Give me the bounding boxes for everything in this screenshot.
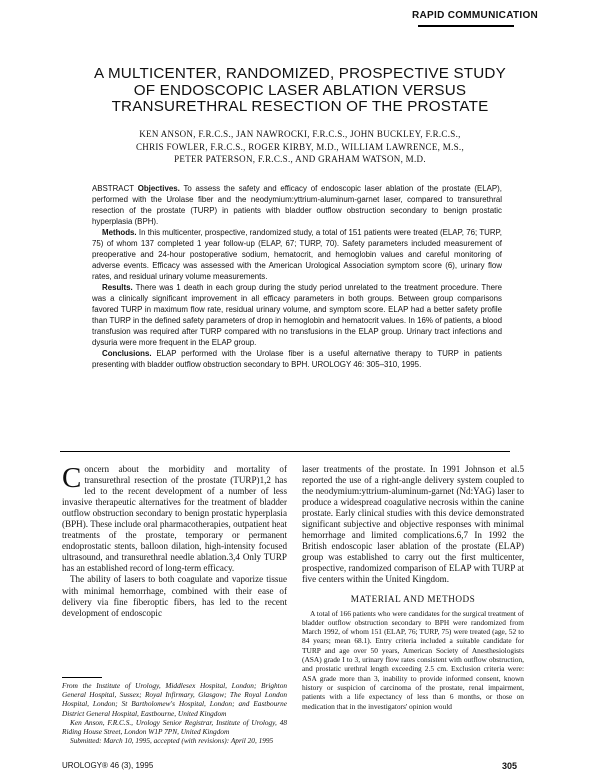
objectives-heading: Objectives. (137, 184, 180, 193)
results-heading: Results. (102, 283, 133, 292)
conclusions-text: ELAP performed with the Urolase fiber is a useful alternative therapy to TURP in patients presenting with bladder outflow obstruction secondary to BPH. UROLOGY 46: 305–310, 1995. (92, 349, 502, 369)
methods-paragraph: A total of 166 patients who were candidates for the surgical treatment of bladder outflow obstruction secondary to BPH were randomized from March 1992, of whom 151 (ELAP, 76; TURP, 75) were treated (age, 52 to 84 years; mean 68.1). Entry criteria included a suitable candidate for TURP and age over 50 years, American Society of Anesthesiologists (ASA) grade I to 3, urinary flow rates consistent with outflow obstruction, and prostatic urethral length exceeding 2.5 cm. Exclusion criteria were: ASA grade more than 3, inability to provide informed consent, known history or suspicion of carcinoma of the prostate, renal impairment, patients with a life expectancy of less than 6 months, or those on medication that in the investigators' opinion would (302, 608, 524, 711)
abstract-conclusions (92, 348, 502, 370)
title-line: TRANSURETHRAL RESECTION OF THE PROSTATE (111, 98, 489, 115)
methods-text: In this multicenter, prospective, randomized study, a total of 151 patients were treated (ELAP, 76; TURP, 75) of whom 137 completed 1 year follow-up (ELAP, 67; TURP, 70). Safety parameters included measurement of preoperative and 24-hour postoperative sodium, hematocrit, and hemoglobin values and careful monitoring of adverse events. Efficacy was assessed with the American Urological Association symptom score (6), urinary flow rates, and residual urinary volume measurements. (92, 228, 502, 281)
methods-heading: Methods. (102, 228, 137, 237)
journal-citation: UROLOGY® 46 (3), 1995 (62, 761, 154, 770)
drop-cap: C (62, 462, 82, 494)
author-list (60, 128, 540, 166)
footnote-rule (62, 677, 102, 678)
intro-paragraph (62, 464, 287, 574)
laser-paragraph: The ability of lasers to both coagulate and vaporize tissue with minimal hemorrhage, combined with their ease of delivery via fine fiberoptic fibers, has led to the recent development of endoscopic (62, 574, 287, 618)
left-column (62, 464, 287, 619)
abstract-objectives (92, 183, 502, 227)
abstract (92, 183, 502, 370)
footnote-reprints: Ken Anson, F.R.C.S., Urology Senior Registrar, Institute of Urology, 48 Riding House Street, London W1P 7PN, United Kingdom (62, 717, 287, 737)
title-line: OF ENDOSCOPIC LASER ABLATION VERSUS (133, 81, 467, 99)
header-rule (418, 25, 514, 27)
abstract-results (92, 282, 502, 348)
title-line: A MULTICENTER, RANDOMIZED, PROSPECTIVE STUDY (94, 65, 506, 82)
results-text: There was 1 death in each group during the study period unrelated to the treatment procedure. There was a clinically significant improvement in all efficacy parameters in both groups. Between group comparisons favored TURP in maximum flow rate, residual urinary volume, and symptom score. ELAP had a better safety profile than TURP in the defined safety parameters of drop in hemoglobin and hematocrit values. In 16% of patients, a blood transfusion was required after TURP compared with no transfusions in the ELAP group. Urinary tract infections and dysuria were more frequent in the ELAP group. (92, 283, 502, 347)
right-column (302, 464, 524, 711)
author-line: KEN ANSON, F.R.C.S., JAN NAWROCKI, F.R.C.S., JOHN BUCKLEY, F.R.C.S., (139, 129, 461, 139)
author-line: PETER PATERSON, F.R.C.S., AND GRAHAM WATSON, M.D. (174, 154, 426, 164)
section-tag: RAPID COMMUNICATION (412, 10, 539, 21)
abstract-rule (60, 451, 510, 452)
intro-text: oncern about the morbidity and mortality of transurethral resection of the prostate (TURP)1,2 has led to the recent development of a number of less invasive therapeutic alternatives for the treatment of bladder outflow obstruction secondary to benign prostatic hyperplasia (BPH). These include oral pharmacotherapies, outpatient heat treatments of the prostate, temporary or permanent endoprostatic stents, balloon dilation, high-intensity focused ultrasound, and transurethral needle ablation.3,4 Only TURP has an established record of long-term efficacy. (62, 464, 287, 574)
section-heading: MATERIAL AND METHODS (350, 593, 476, 604)
page-number: 305 (502, 761, 518, 771)
conclusions-heading: Conclusions. (102, 349, 152, 358)
author-line: CHRIS FOWLER, F.R.C.S., ROGER KIRBY, M.D., WILLIAM LAWRENCE, M.S., (135, 141, 465, 152)
abstract-methods (92, 227, 502, 282)
footnote-submitted: Submitted: March 10, 1995, accepted (with revisions): April 20, 1995 (70, 736, 274, 746)
abstract-label: ABSTRACT (92, 184, 134, 193)
article-title (70, 66, 530, 116)
continuation-paragraph: laser treatments of the prostate. In 1991 Johnson et al.5 reported the use of a right-angle delivery system coupled to the neodymium:yttrium-aluminum-garnet (Nd:YAG) laser to produce a widespread coagulative necrosis within the canine prostate. Early clinical studies with this device demonstrated significant subjective and objective responses with minimal hemorrhage and limited complications.6,7 In 1992 the British endoscopic laser ablation of the prostate (ELAP) group was established to carry out the first multicenter, prospective, randomized comparison of ELAP with TURP at five centers within the United Kingdom. (302, 464, 524, 585)
footnotes (62, 681, 287, 745)
footnote-affiliations: From the Institute of Urology, Middlesex Hospital, London; Brighton General Hospital, Sussex; Royal Infirmary, Glasgow; The Royal London Hospital, London; St Bartholomew's Hospital, London; and Eastbourne District General Hospital, Eastbourne, United Kingdom (62, 681, 287, 718)
objectives-text: To assess the safety and efficacy of endoscopic laser ablation of the prostate (ELAP), performed with the Urolase fiber and the neodymium:yttrium-aluminum-garnet laser, compared to transurethral resection of the prostate (TURP) in patients with bladder outflow obstruction secondary to benign prostatic hyperplasia (BPH). (92, 184, 502, 226)
